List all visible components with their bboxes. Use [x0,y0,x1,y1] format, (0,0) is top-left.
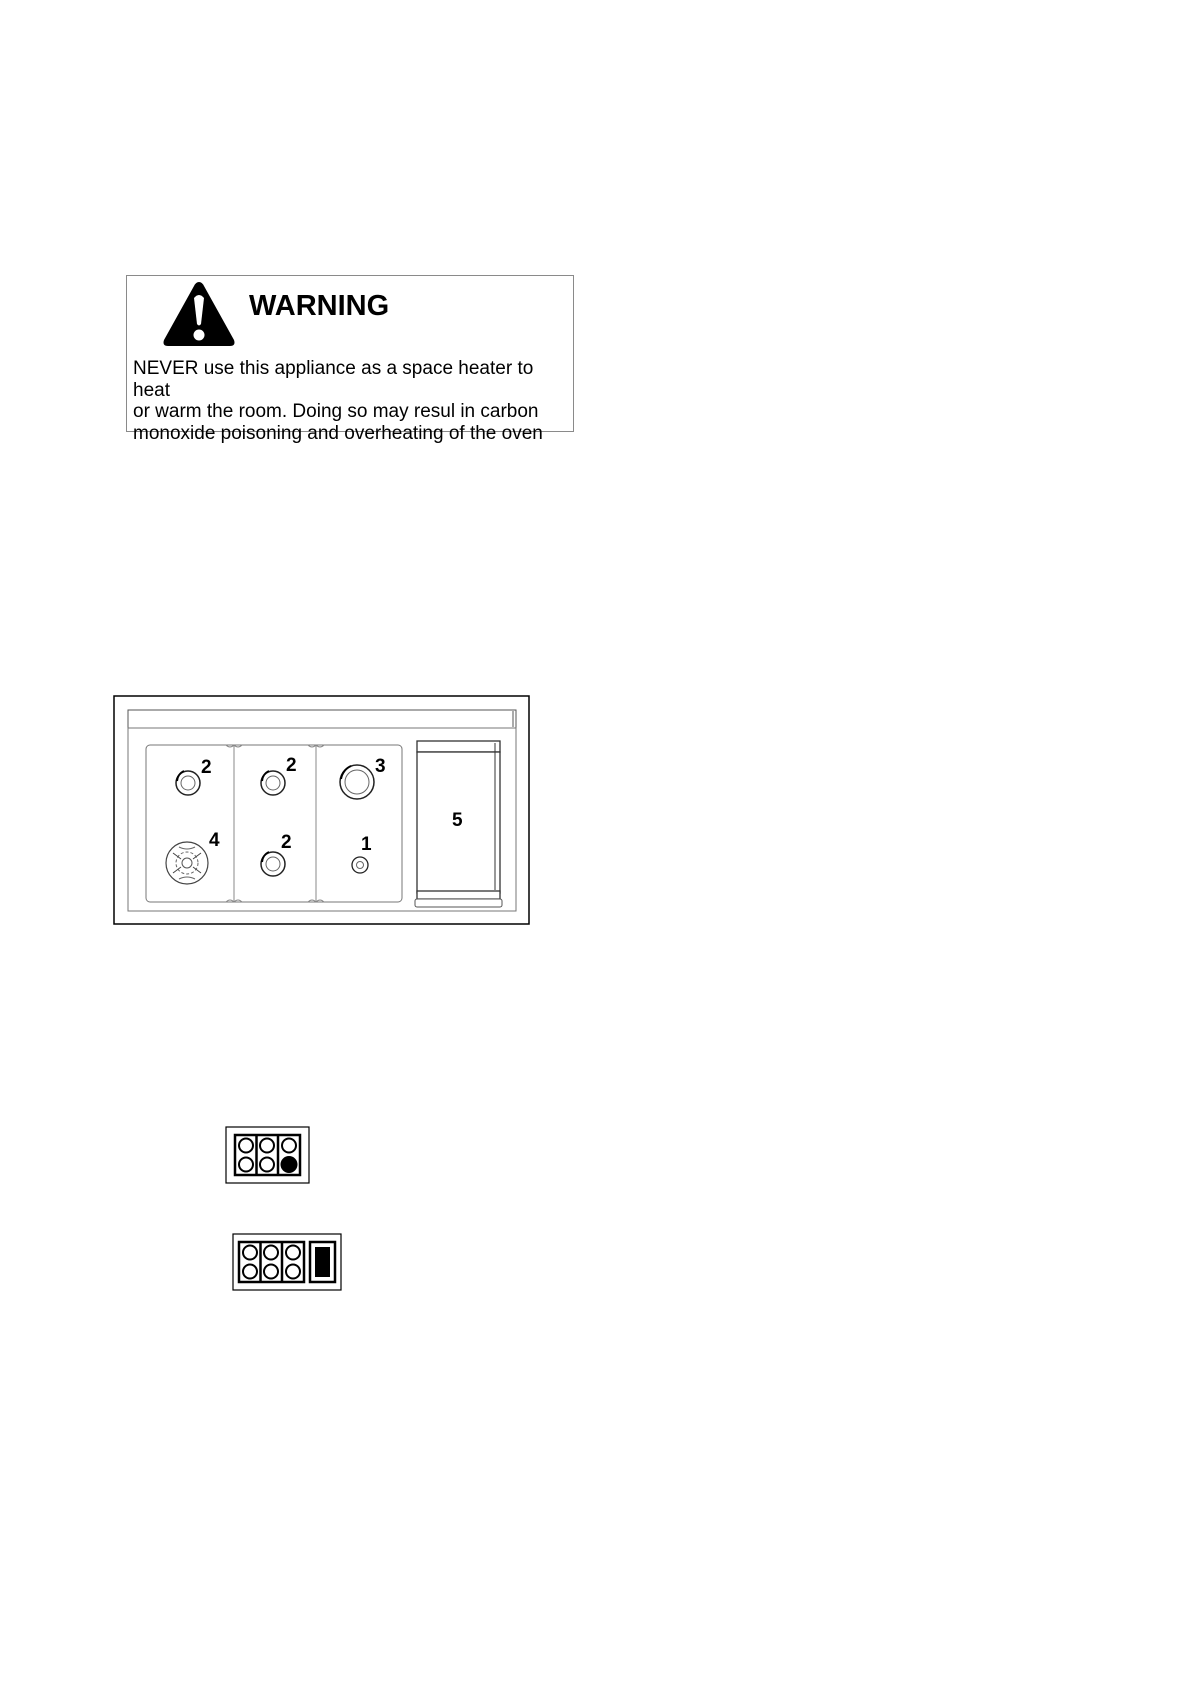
burner-label: 4 [209,830,220,851]
hob-diagram [113,695,530,925]
warning-triangle-icon [161,280,237,348]
burner-label: 2 [201,757,212,778]
burner-label: 2 [286,755,297,776]
warning-box [126,275,574,444]
warning-text: NEVER use this appliance as a space heater to heat or warm the room. Doing so may resul in carbon monoxide poisoning and overheating of the oven [133,358,543,444]
burner-label: 1 [361,834,372,855]
burner-label: 3 [375,756,386,777]
wok-burner [166,842,208,884]
six-burner-layout-icon [225,1126,310,1184]
burner-bottom-middle [261,852,285,876]
warning-title: WARNING [249,290,390,322]
burner-top-right [340,765,374,799]
burner-top-left [176,771,200,795]
burner-bottom-right [352,857,368,873]
burner-label: 2 [281,832,292,853]
burners-griddle-layout-icon [232,1233,342,1291]
griddle-label: 5 [452,810,463,831]
burner-top-middle [261,771,285,795]
